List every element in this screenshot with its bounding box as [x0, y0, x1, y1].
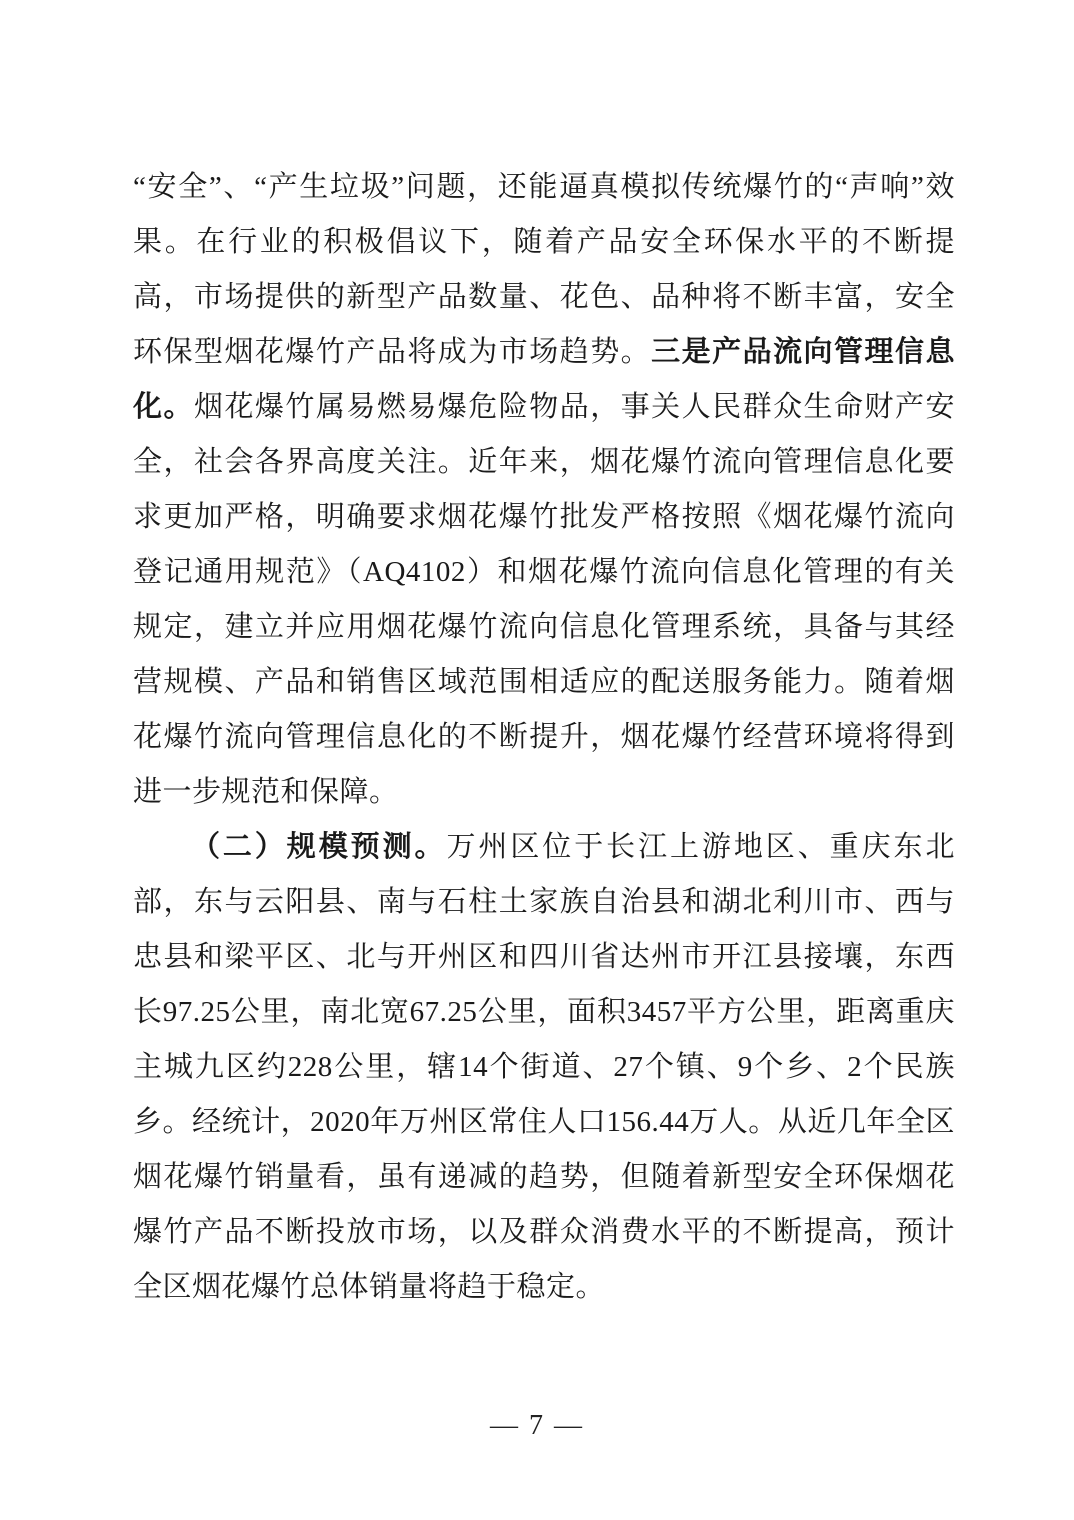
body-text-run: 万州区位于长江上游地区、重庆东北部，东与云阳县、南与石柱土家族自治县和湖北利川市、西与忠县和梁平区、北与开州区和四川省达州市开江县接壤，东西长97.25公里，南北宽67.25公里，面积3457平方公里，距离重庆主城九区约228公里，辖14个街道、27个镇、9个乡、2个民族乡。经统计，2020年万州区常住人口156.44万人。从近几年全区烟花爆竹销量看，虽有递减的趋势，但随着新型安全环保烟花爆竹产品不断投放市场，以及群众消费水平的不断提高，预计全区烟花爆竹总体销量将趋于稳定。	[133, 831, 955, 1303]
body-text-run: “安全”、“产生垃圾”问题，还能逼真模拟传统爆竹的“声响”效果。在行业的积极倡议下，随着产品安全环保水平的不断提高，市场提供的新型产品数量、花色、品种将不断丰富，安全环保型烟花爆竹产品将成为市场趋势。	[133, 171, 955, 368]
document-body	[133, 160, 955, 1315]
page-footer	[0, 1398, 1074, 1453]
page-number: — 7 —	[490, 1410, 584, 1441]
paragraph-scale-forecast	[133, 820, 955, 1315]
bold-heading-inline-scale-forecast: （二）规模预测。	[191, 831, 447, 863]
body-text-run: 烟花爆竹属易燃易爆危险物品，事关人民群众生命财产安全，社会各界高度关注。近年来，烟花爆竹流向管理信息化要求更加严格，明确要求烟花爆竹批发严格按照《烟花爆竹流向登记通用规范》（AQ4102）和烟花爆竹流向信息化管理的有关规定，建立并应用烟花爆竹流向信息化管理系统，具备与其经营规模、产品和销售区域范围相适应的配送服务能力。随着烟花爆竹流向管理信息化的不断提升，烟花爆竹经营环境将得到进一步规范和保障。	[133, 391, 955, 808]
bold-heading-inline-product-flow-informatization: 三是产品流向管理信息化。	[133, 336, 955, 423]
paragraph-product-flow	[133, 160, 955, 820]
